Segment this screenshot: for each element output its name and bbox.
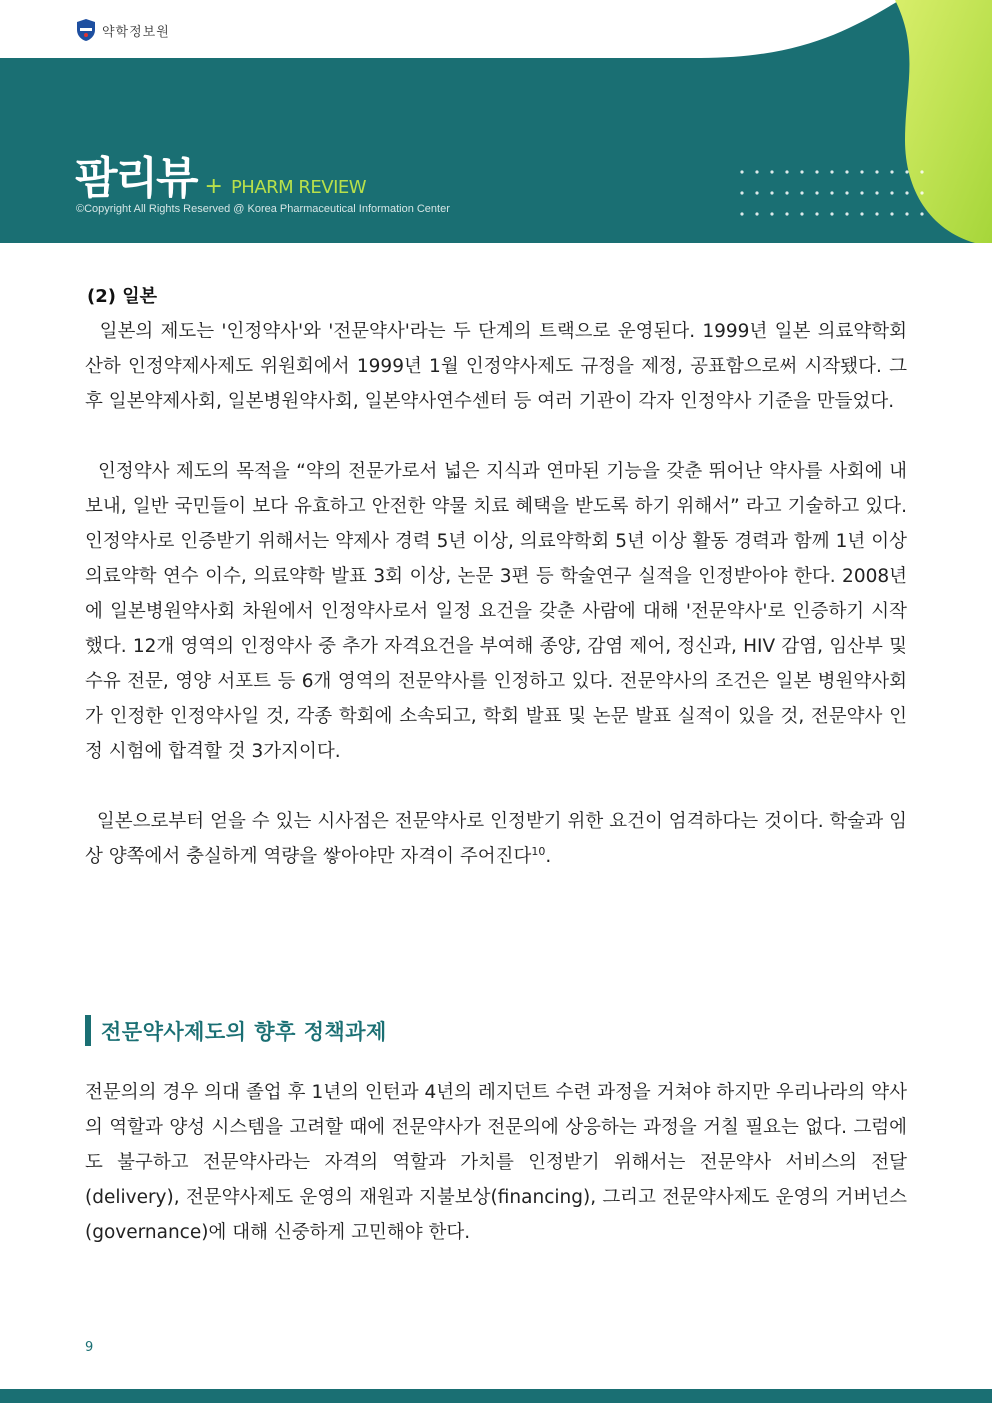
pattern-dot [860, 191, 863, 194]
pattern-dot [755, 212, 758, 215]
brand-main-title: 팜리뷰 [75, 153, 197, 204]
footnote-ref: 10 [531, 844, 546, 858]
pattern-dot [800, 170, 803, 173]
pattern-dot [815, 170, 818, 173]
paragraph-1 [85, 314, 907, 419]
dot-pattern [738, 168, 938, 223]
pattern-dot [770, 191, 773, 194]
pattern-dot [815, 212, 818, 215]
pattern-dot [800, 191, 803, 194]
pattern-dot [920, 212, 923, 215]
pattern-dot [785, 212, 788, 215]
pattern-dot [905, 170, 908, 173]
pattern-dot [875, 191, 878, 194]
org-name: 약학정보원 [102, 24, 170, 40]
paragraph-policy: 전문의의 경우 의대 졸업 후 1년의 인턴과 4년의 레지던트 수련 과정을 거쳐야 하지만 우리나라의 약사의 역할과 양성 시스템을 고려할 때에 전문약사가 전문의에 상응하는 과정을 거칠 필요는 없다. 그럼에도 불구하고 전문약사라는 자격의 역할과 가치를 인정받기 위해서는 전문약사 서비스의 전달(delivery), 전문약사제도 운영의 재원과 지불보상(financing), 그리고 전문약사제도 운영의 거버넌스(governance)에 대해 신중하게 고민해야 한다. [85, 1082, 907, 1243]
brand-subtitle: PHARM REVIEW [230, 177, 367, 198]
pattern-dot [875, 212, 878, 215]
heading-accent-bar [85, 1015, 91, 1046]
pattern-dot [785, 170, 788, 173]
pattern-dot [860, 170, 863, 173]
pattern-dot [740, 170, 743, 173]
paragraph-2 [85, 454, 907, 769]
pattern-dot [785, 191, 788, 194]
brand-plus-sign: + [204, 174, 223, 199]
pattern-dot [845, 170, 848, 173]
pattern-dot [920, 191, 923, 194]
pattern-dot [830, 191, 833, 194]
pattern-dot [740, 212, 743, 215]
shield-icon [76, 18, 96, 42]
pattern-dot [905, 212, 908, 215]
pattern-dot [845, 212, 848, 215]
paragraph-3 [85, 804, 907, 874]
section-heading-policy [85, 1015, 387, 1046]
pattern-dot [905, 191, 908, 194]
page-number: 9 [85, 1340, 94, 1355]
pattern-dot [815, 191, 818, 194]
section-policy [85, 1075, 907, 1250]
pattern-dot [755, 170, 758, 173]
copyright-notice: ©Copyright All Rights Reserved @ Korea Pharmaceutical Information Center [76, 203, 450, 215]
pattern-dot [860, 212, 863, 215]
pattern-dot [770, 170, 773, 173]
brand-title [75, 142, 366, 206]
paragraph-1-text: 일본의 제도는 '인정약사'와 '전문약사'라는 두 단계의 트랙으로 운영된다. 1999년 일본 의료약학회 산하 인정약제사제도 위원회에서 1999년 1월 인정약사제도 규정을 제정, 공표함으로써 시작됐다. 그 후 일본약제사회, 일본병원약사회, 일본약사연수센터 등 여러 기관이 각자 인정약사 기준을 만들었다. [85, 321, 907, 412]
footer-bar [0, 1389, 992, 1403]
section-japan [85, 282, 907, 874]
pattern-dot [800, 212, 803, 215]
pattern-dot [770, 212, 773, 215]
paragraph-3-end: . [545, 846, 552, 867]
pattern-dot [755, 191, 758, 194]
pattern-dot [830, 170, 833, 173]
pattern-dot [845, 191, 848, 194]
pattern-dot [890, 191, 893, 194]
pattern-dot [890, 170, 893, 173]
section-heading-japan: (2) 일본 [87, 286, 158, 307]
pattern-dot [740, 191, 743, 194]
pattern-dot [875, 170, 878, 173]
paragraph-2-text: 인정약사 제도의 목적을 “약의 전문가로서 넓은 지식과 연마된 기능을 갖춘 뛰어난 약사를 사회에 내보내, 일반 국민들이 보다 유효하고 안전한 약물 치료 혜택을 받도록 하기 위해서” 라고 기술하고 있다. 인정약사로 인증받기 위해서는 약제사 경력 5년 이상, 의료약학회 5년 이상 활동 경력과 함께 1년 이상 의료약학 연수 이수, 의료약학 발표 3회 이상, 논문 3편 등 학술연구 실적을 인정받아야 한다. 2008년에 일본병원약사회 차원에서 인정약사로서 일정 요건을 갖춘 사람에 대해 '전문약사'로 인증하기 시작했다. 12개 영역의 인정약사 중 추가 자격요건을 부여해 종양, 감염 제어, 정신과, HIV 감염, 임산부 및 수유 전문, 영양 서포트 등 6개 영역의 전문약사를 인정하고 있다. 전문약사의 조건은 일본 병원약사회가 인정한 인정약사일 것, 각종 학회에 소속되고, 학회 발표 및 논문 발표 실적이 있을 것, 전문약사 인정 시험에 합격할 것 3가지이다. [85, 461, 907, 762]
org-logo [76, 18, 170, 42]
pattern-dot [890, 212, 893, 215]
section-heading-policy-text: 전문약사제도의 향후 정책과제 [101, 1019, 387, 1044]
paragraph-3-text: 일본으로부터 얻을 수 있는 시사점은 전문약사로 인정받기 위한 요건이 엄격하다는 것이다. 학술과 임상 양쪽에서 충실하게 역량을 쌓아야만 자격이 주어진다 [85, 811, 907, 867]
pattern-dot [920, 170, 923, 173]
pattern-dot [830, 212, 833, 215]
